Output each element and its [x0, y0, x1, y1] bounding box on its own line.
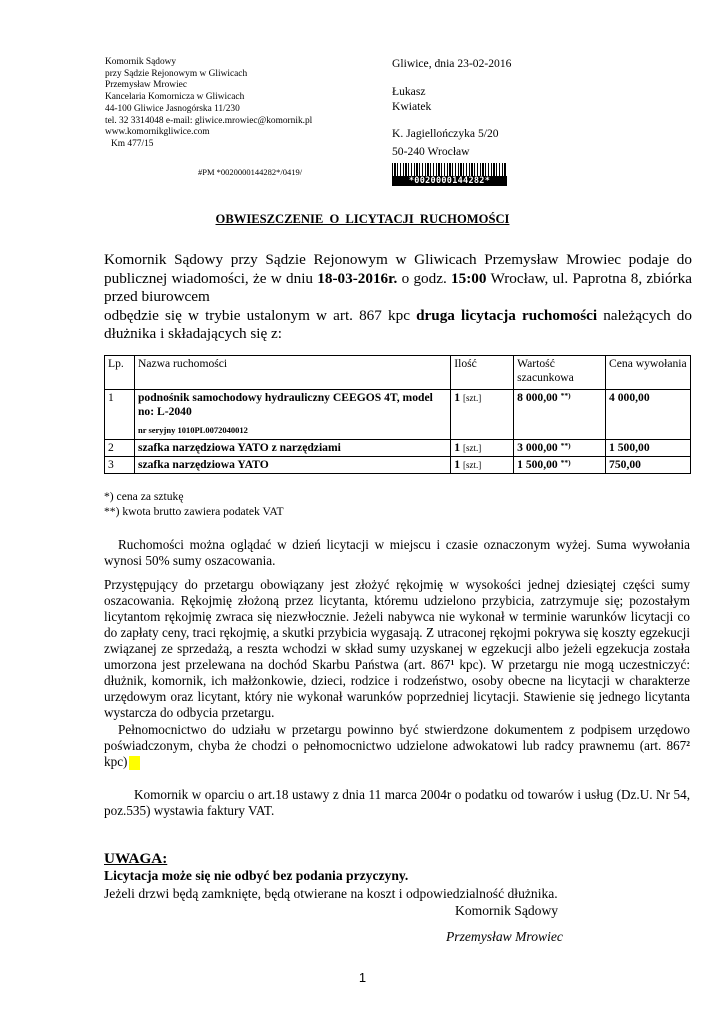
- deposit-text: Przystępujący do przetargu obowiązany jest złożyć rękojmię w wysokości jednej dziesiątej części sumy oszacowania. Rękojmię złożoną przez licytanta, któremu udzielono przybicia, zatrzymuje się; pozostałym licytantom rękojmię zwraca się niezwłocznie. Jeżeli nabywca nie wykonał w terminie warunków licytacji co do zapłaty ceny, traci rękojmię, a skutki przybicia wygasają. Z utraconej rękojmi pokrywa się koszty egzekucji związanej ze sprzedażą, a reszta wchodzi w skład sumy uzyskanej w egzekucji albo jeżeli egzekucja została umorzona jest przelewana na dochód Skarbu Państwa (art. 867: [104, 577, 690, 672]
- vat-mark: **): [560, 441, 571, 450]
- highlight-mark: [129, 756, 140, 770]
- cell-qty: [451, 440, 514, 457]
- value-amount: 8 000,00: [517, 391, 558, 404]
- intro-paragraph: [104, 251, 692, 344]
- cell-lp: 2: [105, 440, 135, 457]
- cell-qty: [451, 390, 514, 440]
- paragraph-deposit: [104, 577, 690, 721]
- signature-role: Komornik Sądowy: [455, 903, 559, 918]
- auction-type: druga licytacja ruchomości: [416, 306, 598, 324]
- value-amount: 1 500,00: [517, 458, 558, 471]
- cell-name: [134, 390, 450, 440]
- barcode-text: *0020000144282*: [392, 176, 507, 186]
- item-name: podnośnik samochodowy hydrauliczny CEEGOS 4T, model no: L-2040: [137, 391, 433, 418]
- cell-name: szafka narzędziowa YATO: [134, 457, 450, 474]
- items-table: [104, 355, 691, 474]
- signature-name: Przemysław Mrowiec: [446, 929, 563, 944]
- cell-value: [514, 440, 606, 457]
- warning-heading: UWAGA:: [104, 850, 168, 867]
- header-price: Cena wywołania: [606, 356, 691, 390]
- qty-unit: [szt.]: [462, 443, 482, 453]
- recipient-first-name: Łukasz: [392, 85, 426, 98]
- table-row: [105, 390, 691, 440]
- article-superscript: 2: [686, 739, 690, 748]
- intro-text: odbędzie się w trybie ustalonym w art. 867 kpc: [104, 306, 417, 324]
- header-lp: Lp.: [105, 356, 135, 390]
- vat-mark: **): [560, 458, 571, 467]
- barcode-bars: [392, 163, 507, 177]
- qty-value: 1: [454, 458, 461, 471]
- vat-mark: **): [560, 391, 571, 400]
- intro-text: Wrocław, ul. Paprotna 8, zbiórka przed biurowcem: [104, 269, 692, 305]
- value-amount: 3 000,00: [517, 441, 558, 454]
- article-superscript: 1: [450, 658, 455, 667]
- intro-text: należących do dłużnika i składających się z:: [104, 306, 692, 342]
- header-qty: Ilość: [451, 356, 514, 390]
- case-number: Km 477/15: [111, 138, 154, 149]
- table-row: [105, 457, 691, 474]
- sender-line: tel. 32 3314048 e-mail: gliwice.mrowiec@komornik.pl: [105, 115, 313, 126]
- intro-text: o godz.: [397, 269, 452, 287]
- warning-line: Jeżeli drzwi będą zamknięte, będą otwierane na koszt i odpowiedzialność dłużnika.: [104, 886, 558, 901]
- auction-time: 15:00: [451, 269, 487, 287]
- paragraph-viewing: Ruchomości można oglądać w dzień licytacji w miejscu i czasie oznaczonym wyżej. Suma wywołania wynosi 50% sumy oszacowania.: [104, 537, 690, 568]
- sender-line: 44-100 Gliwice Jasnogórska 11/230: [105, 103, 240, 114]
- cell-lp: 3: [105, 457, 135, 474]
- cell-name: szafka narzędziowa YATO z narzędziami: [134, 440, 450, 457]
- cell-lp: 1: [105, 390, 135, 440]
- recipient-city: 50-240 Wrocław: [392, 145, 470, 158]
- cell-value: [514, 457, 606, 474]
- attorney-text: kpc): [104, 754, 128, 769]
- header-value: Wartość szacunkowa: [514, 356, 606, 390]
- qty-unit: [szt.]: [462, 460, 482, 470]
- note-vat: **) kwota brutto zawiera podatek VAT: [104, 505, 284, 518]
- cell-price: 750,00: [606, 457, 691, 474]
- qty-unit: [szt.]: [462, 393, 482, 403]
- sender-line: przy Sądzie Rejonowym w Gliwicach: [105, 68, 248, 79]
- barcode: [392, 163, 507, 185]
- cell-value: [514, 390, 606, 440]
- sender-line: www.komornikgliwice.com: [105, 127, 210, 138]
- document-title: OBWIESZCZENIE O LICYTACJI RUCHOMOŚCI: [215, 212, 510, 226]
- recipient-street: K. Jagiellończyka 5/20: [392, 127, 499, 140]
- paragraph-vat-invoice: Komornik w oparciu o art.18 ustawy z dnia 11 marca 2004r o podatku od towarów i usług (Dz.U. Nr 54, poz.535) wystawia faktury VAT.: [104, 787, 690, 818]
- header-name: Nazwa ruchomości: [134, 356, 450, 390]
- deposit-text: kpc). W przetargu nie mogą uczestniczyć: dłużnik, komornik, ich małżonkowie, dzieci, rodzice i rodzeństwo, osoby obecne na licytacji w charakterze urzędowym oraz licytant, który nie wykonał warunków poprzedniej licytacji. Stawienie się jednego licytanta wystarcza do odbycia przetargu.: [104, 657, 690, 720]
- recipient-last-name: Kwiatek: [392, 100, 432, 113]
- date-line: Gliwice, dnia 23-02-2016: [392, 57, 512, 70]
- qty-value: 1: [454, 391, 461, 404]
- paragraph-power-of-attorney: [104, 722, 690, 770]
- qty-value: 1: [454, 441, 461, 454]
- sender-line: Przemysław Mrowiec: [105, 80, 188, 91]
- auction-date: 18-03-2016r.: [317, 269, 398, 287]
- sender-line: Komornik Sądowy: [105, 57, 177, 67]
- item-serial: nr seryjny 1010PL0072040012: [137, 425, 248, 435]
- note-unit-price: *) cena za sztukę: [104, 490, 184, 503]
- reference-code: #PM *0020000144282*/0419/: [198, 167, 303, 177]
- table-row: [105, 440, 691, 457]
- intro-text: Komornik Sądowy przy Sądzie Rejonowym w Gliwicach Przemysław Mrowiec podaje do publicznej wiadomości, że w dniu: [104, 251, 692, 287]
- cell-price: 4 000,00: [606, 390, 691, 440]
- cell-price: 1 500,00: [606, 440, 691, 457]
- attorney-text: Pełnomocnictwo do udziału w przetargu powinno być stwierdzone dokumentem z podpisem urzędowo poświadczonym, chyba że chodzi o pełnomocnictwo udzielone adwokatowi lub radcy prawnemu (art. 867: [104, 722, 690, 753]
- page-number: 1: [358, 970, 367, 985]
- sender-line: Kancelaria Komornicza w Gliwicach: [105, 92, 245, 103]
- table-header-row: [105, 356, 691, 390]
- warning-line: Licytacja może się nie odbyć bez podania przyczyny.: [104, 868, 409, 883]
- cell-qty: [451, 457, 514, 474]
- sender-block: [105, 57, 312, 151]
